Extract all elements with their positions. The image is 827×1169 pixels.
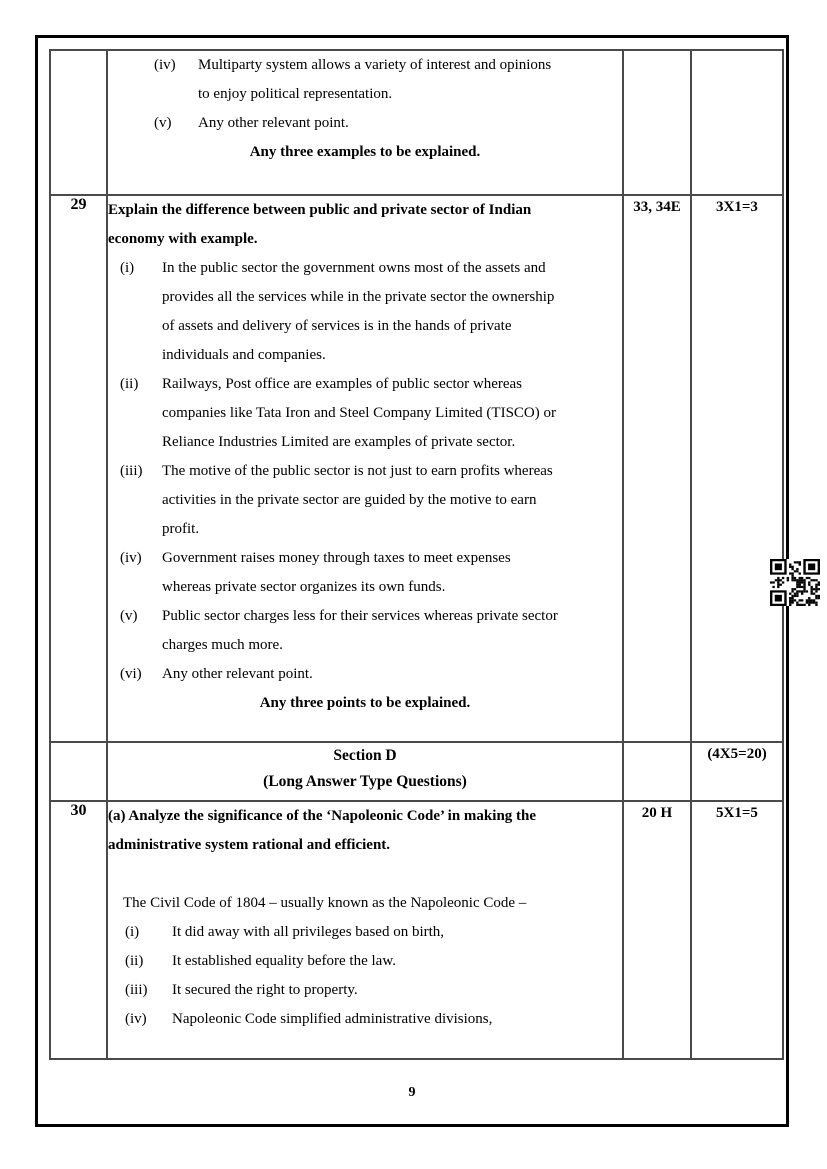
list-text: Public sector charges less for their services whereas private sector charges much more.: [162, 608, 558, 653]
list-text: It established equality before the law.: [172, 953, 396, 969]
list-item: [125, 1005, 622, 1034]
list-item: [154, 51, 622, 109]
question-title: Explain the difference between public and private sector of Indian economy with example.: [108, 202, 532, 247]
question-number-cell: [50, 742, 107, 801]
answer-content-cell: [107, 50, 623, 195]
list-text: Multiparty system allows a variety of interest and opinions to enjoy political representation.: [198, 57, 552, 102]
section-subtitle: (Long Answer Type Questions): [263, 773, 467, 790]
table-row: [50, 195, 783, 742]
marking-scheme-table: [49, 49, 784, 1060]
marks-cell: (4X5=20): [691, 742, 783, 801]
list-text: Any other relevant point.: [198, 115, 349, 131]
list-item: [125, 947, 622, 976]
marks-cell: 5X1=5: [691, 801, 783, 1059]
marks-cell: 3X1=3: [691, 195, 783, 742]
source-code-cell: 20 H: [623, 801, 691, 1059]
list-marker: (i): [120, 260, 135, 276]
list-marker: (iv): [125, 1011, 147, 1027]
list-text: In the public sector the government owns most of the assets and provides all the services while in the private sector the ownership of assets and delivery of services is in the hands of private individuals and companies.: [162, 260, 555, 363]
list-marker: (ii): [125, 953, 144, 969]
list-item: [120, 660, 622, 689]
table-row: [50, 50, 783, 195]
list-text: Government raises money through taxes to meet expenses whereas private sector organizes its own funds.: [162, 550, 511, 595]
question-number-cell: [50, 50, 107, 195]
list-marker: (iv): [154, 57, 176, 73]
marks-cell: [691, 50, 783, 195]
list-text: The motive of the public sector is not just to earn profits whereas activities in the private sector are guided by the motive to earn profit.: [162, 463, 553, 537]
source-code-cell: [623, 742, 691, 801]
answer-note: Any three points to be explained.: [259, 695, 471, 711]
question-number-cell: 29: [50, 195, 107, 742]
source-code-cell: [623, 50, 691, 195]
table-row: [50, 801, 783, 1059]
list-item: [120, 457, 622, 544]
list-text: Railways, Post office are examples of public sector whereas companies like Tata Iron and Steel Company Limited (TISCO) or Reliance Industries Limited are examples of private sector.: [162, 376, 556, 450]
list-marker: (vi): [120, 666, 142, 682]
list-marker: (ii): [120, 376, 139, 392]
list-marker: (i): [125, 924, 140, 940]
list-marker: (iv): [120, 550, 142, 566]
answer-content-cell: [107, 195, 623, 742]
answer-note: Any three examples to be explained.: [249, 144, 481, 160]
qr-code: [770, 559, 820, 606]
list-item: [120, 370, 622, 457]
list-item: [120, 254, 622, 370]
source-code-cell: 33, 34E: [623, 195, 691, 742]
list-marker: (iii): [120, 463, 143, 479]
section-title: Section D: [333, 747, 397, 764]
blank-line: [108, 860, 622, 889]
section-header-cell: [107, 742, 623, 801]
question-number-cell: 30: [50, 801, 107, 1059]
page-number: 9: [408, 1085, 416, 1100]
answer-content-cell: [107, 801, 623, 1059]
list-item: [120, 602, 622, 660]
answer-intro: The Civil Code of 1804 – usually known as the Napoleonic Code –: [123, 895, 527, 911]
list-text: It secured the right to property.: [172, 982, 358, 998]
list-item: [120, 544, 622, 602]
qr-code-icon: [770, 559, 820, 606]
list-marker: (v): [120, 608, 138, 624]
table-row: [50, 742, 783, 801]
list-text: Napoleonic Code simplified administrative divisions,: [172, 1011, 493, 1027]
list-text: Any other relevant point.: [162, 666, 313, 682]
list-item: [125, 918, 622, 947]
question-title: (a) Analyze the significance of the ‘Napoleonic Code’ in making the administrative system rational and efficient.: [108, 808, 537, 853]
list-item: [154, 109, 622, 138]
list-marker: (v): [154, 115, 172, 131]
page-border: [35, 35, 789, 1127]
list-text: It did away with all privileges based on birth,: [172, 924, 445, 940]
list-marker: (iii): [125, 982, 148, 998]
list-item: [125, 976, 622, 1005]
